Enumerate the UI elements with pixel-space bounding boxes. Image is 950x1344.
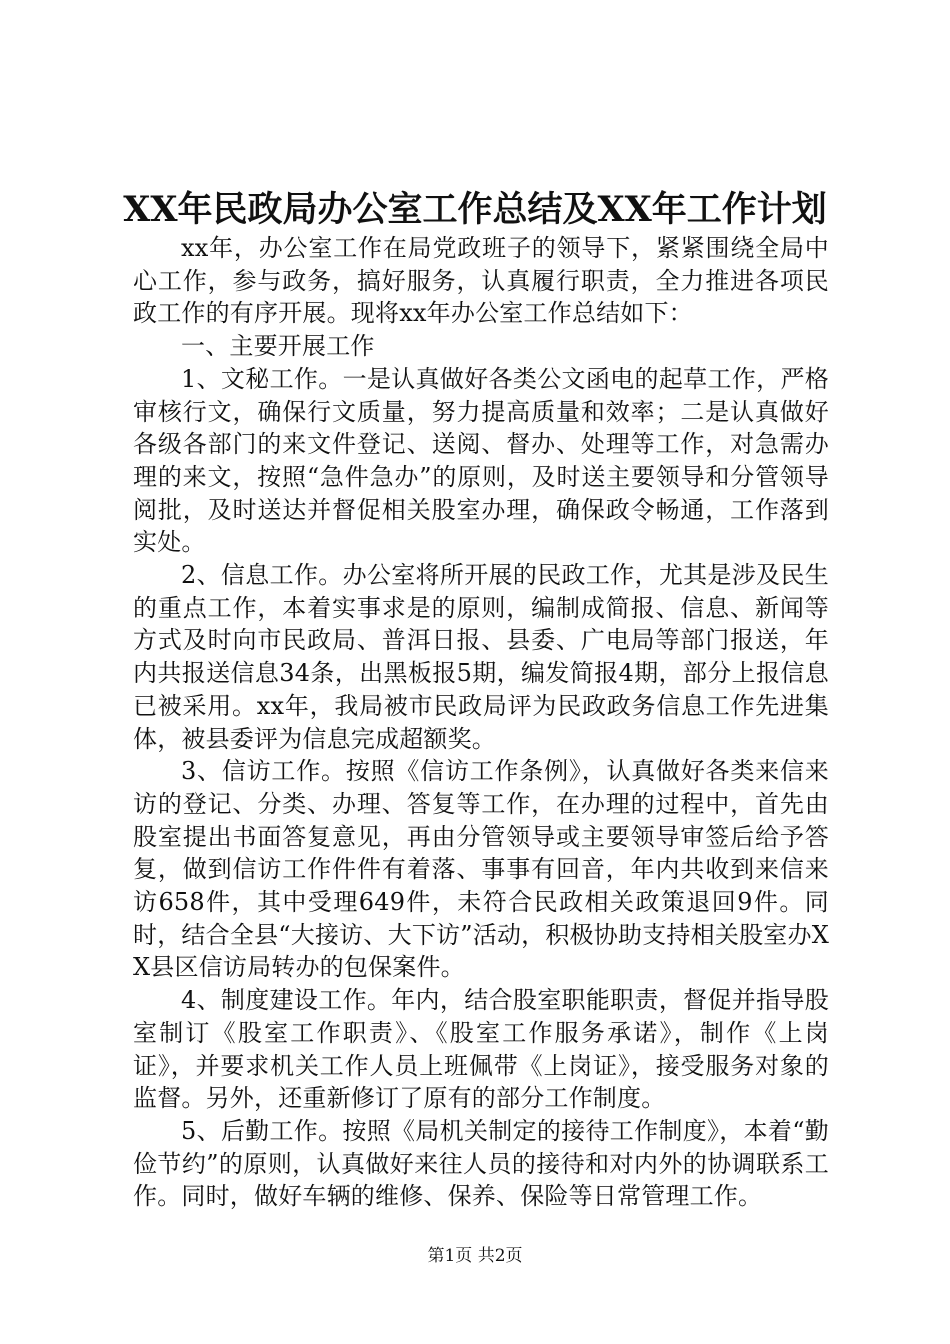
document-title: XX年民政局办公室工作总结及XX年工作计划 [123,189,827,230]
paragraph-logistics-work: 5、后勤工作。按照《局机关制定的接待工作制度》，本着“勤俭节约”的原则，认真做好来往人员的接待和对内外的协调联系工作。同时，做好车辆的维修、保养、保险等日常管理工作。 [133,1116,829,1211]
paragraph-system-building: 4、制度建设工作。年内，结合股室职能职责，督促并指导股室制订《股室工作职责》、《股室工作服务承诺》，制作《上岗证》，并要求机关工作人员上班佩带《上岗证》，接受服务对象的监督。另外，还重新修订了原有的部分工作制度。 [133,986,829,1113]
paragraph-petition-work: 3、信访工作。按照《信访工作条例》，认真做好各类来信来访的登记、分类、办理、答复等工作，在办理的过程中，首先由股室提出书面答复意见，再由分管领导或主要领导审签后给予答复，做到信访工作件件有着落、事事有回音，年内共收到来信来访658件，其中受理649件，未符合民政相关政策退回9件。同时，结合全县“大接访、大下访”活动，积极协助支持相关股室办XX县区信访局转办的包保案件。 [133,757,829,982]
intro-paragraph: xx年，办公室工作在局党政班子的领导下，紧紧围绕全局中心工作，参与政务，搞好服务，认真履行职责，全力推进各项民政工作的有序开展。现将xx年办公室工作总结如下： [133,234,829,328]
page-footer: 第1页 共2页 [427,1246,523,1266]
document-body [133,232,829,1213]
paragraph-secretarial-work: 1、文秘工作。一是认真做好各类公文函电的起草工作，严格审核行文，确保行文质量，努力提高质量和效率；二是认真做好各级各部门的来文件登记、送阅、督办、处理等工作，对急需办理的来文，按照“急件急办”的原则，及时送主要领导和分管领导阅批，及时送达并督促相关股室办理，确保政令畅通，工作落到实处。 [133,364,829,557]
paragraph-information-work: 2、信息工作。办公室将所开展的民政工作，尤其是涉及民生的重点工作，本着实事求是的原则，编制成简报、信息、新闻等方式及时向市民政局、普洱日报、县委、广电局等部门报送，年内共报送信息34条，出黑板报5期，编发简报4期，部分上报信息已被采用。xx年，我局被市民政局评为民政政务信息工作先进集体，被县委评为信息完成超额奖。 [133,561,829,753]
section-heading-main-work: 一、主要开展工作 [181,332,375,361]
